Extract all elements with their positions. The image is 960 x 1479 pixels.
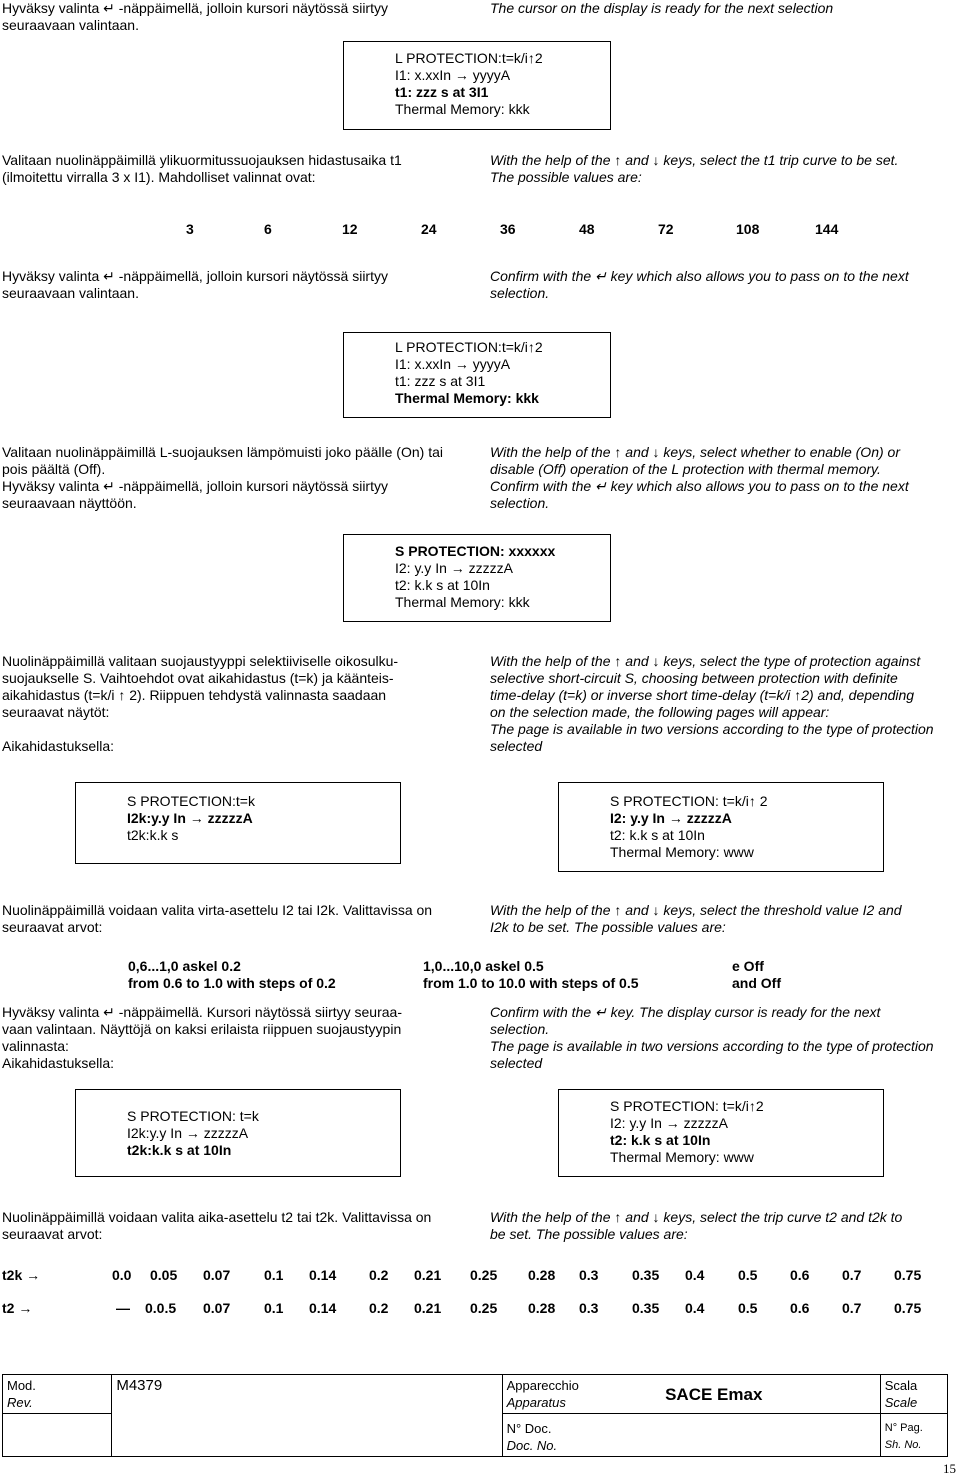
t2-value: 0.75 <box>894 1300 922 1316</box>
t2-value: 0.0.5 <box>145 1300 177 1316</box>
t2-value: 0.7 <box>842 1300 862 1316</box>
t2k-value: 0.0 <box>112 1267 132 1283</box>
footer-scale: Scala Scale <box>880 1375 947 1414</box>
t2-value: 0.25 <box>470 1300 498 1316</box>
t1-value: 36 <box>500 221 516 237</box>
instruction-fi-1: Hyväksy valinta ↵ -näppäimellä, jolloin kursori näytössä siirtyy seuraavaan valintaan. <box>2 0 388 33</box>
value-range-fi-2: 1,0...10,0 askel 0.5 <box>423 958 544 974</box>
instruction-en-1: The cursor on the display is ready for the next selection <box>490 0 834 16</box>
instruction-fi-7: Hyväksy valinta ↵ -näppäimellä. Kursori näytössä siirtyy seuraa- vaan valintaan. Näyttöjä on kaksi erilaista riippuen suojaustyypin valinnasta: Aikahidastuksella: <box>2 1004 402 1071</box>
instruction-en-7: Confirm with the ↵ key. The display cursor is ready for the next selection. The page is available in two versions according to the type of protection selected <box>490 1004 934 1071</box>
t2k-value: 0.75 <box>894 1267 922 1283</box>
t2k-value: 0.28 <box>528 1267 556 1283</box>
t1-value: 6 <box>264 221 272 237</box>
t2k-value: 0.05 <box>150 1267 178 1283</box>
t2-value: 0.1 <box>264 1300 284 1316</box>
instruction-fi-6: Nuolinäppäimillä voidaan valita virta-asettelu I2 tai I2k. Valittavissa on seuraavat arvot: <box>2 902 433 935</box>
t2-value: 0.21 <box>414 1300 442 1316</box>
t2k-value: 0.5 <box>738 1267 758 1283</box>
instruction-en-2: With the help of the ↑ and ↓ keys, select the t1 trip curve to be set. The possible values are: <box>490 152 899 185</box>
t2-value: 0.6 <box>790 1300 810 1316</box>
t1-value: 144 <box>815 221 839 237</box>
t2-value: 0.3 <box>579 1300 599 1316</box>
t2-values-row <box>0 1300 960 1317</box>
instruction-fi-8: Nuolinäppäimillä voidaan valita aika-asettelu t2 tai t2k. Valittavissa on seuraavat arvot: <box>2 1209 432 1242</box>
t2k-value: 0.7 <box>842 1267 862 1283</box>
t2k-value: 0.21 <box>414 1267 442 1283</box>
display-box-l-protection-2: L PROTECTION:t=k/i↑2 I1: x.xxIn → yyyyA t1: zzz s at 3I1 Thermal Memory: kkk <box>343 332 611 418</box>
value-off-fi: e Off <box>732 958 764 974</box>
page-number: 15 <box>943 1461 956 1476</box>
t2k-value: 0.25 <box>470 1267 498 1283</box>
t2-value: 0.07 <box>203 1300 231 1316</box>
footer-sheet-no: N° Pag. Sh. No. <box>880 1414 947 1457</box>
footer-product: SACE Emax <box>661 1375 880 1414</box>
t2-value: 0.14 <box>309 1300 337 1316</box>
t1-value: 24 <box>421 221 437 237</box>
t1-value: 108 <box>736 221 760 237</box>
display-box-s-protection-tk: S PROTECTION:t=k I2k:y.y In → zzzzzA t2k:k.k s <box>75 782 401 864</box>
t2k-value: 0.2 <box>369 1267 389 1283</box>
t2-value: — <box>116 1300 130 1316</box>
instruction-fi-5: Nuolinäppäimillä valitaan suojaustyyppi selektiiviselle oikosulku- suojaukselle S. Vaihtoehdot ovat aikahidastus (t=k) ja käänteis- aikahidastus (t=k/i ↑ 2). Riippuen tehdystä valinnasta saadaan seuraavat näytöt: Aikahidastuksella: <box>2 653 399 754</box>
t2k-values-row <box>0 1267 960 1284</box>
t2-value: 0.28 <box>528 1300 556 1316</box>
instruction-en-3: Confirm with the ↵ key which also allows you to pass on to the next selection. <box>490 268 909 301</box>
t1-value: 48 <box>579 221 595 237</box>
footer-title-block <box>2 1374 948 1457</box>
value-range-fi-1: 0,6...1,0 askel 0.2 <box>128 958 241 974</box>
t2-value: 0.4 <box>685 1300 705 1316</box>
display-box-s-protection: S PROTECTION: xxxxxx I2: y.y In → zzzzzA t2: k.k s at 10In Thermal Memory: kkk <box>343 534 611 622</box>
t2-value: 0.2 <box>369 1300 389 1316</box>
display-box-l-protection-1: L PROTECTION:t=k/i↑2 I1: x.xxIn → yyyyA t1: zzz s at 3I1 Thermal Memory: kkk <box>343 41 611 130</box>
t2-value: 0.35 <box>632 1300 660 1316</box>
t2-value: 0.5 <box>738 1300 758 1316</box>
instruction-en-5: With the help of the ↑ and ↓ keys, select the type of protection against selective short-circuit S, choosing between protection with definite time-delay (t=k) or inverse short time-delay (t=k/i ↑2) and, depending on the selection made, the following pages will appear: The page is available in two versions according to the type of protection selected <box>490 653 934 754</box>
footer-mod-rev: Mod. Rev. <box>3 1375 112 1414</box>
display-box-s-protection-tki: S PROTECTION: t=k/i↑ 2 I2: y.y In → zzzzzA t2: k.k s at 10In Thermal Memory: www <box>558 782 884 872</box>
t1-value: 72 <box>658 221 674 237</box>
t2k-value: 0.3 <box>579 1267 599 1283</box>
display-box-s-protection-tk-2: S PROTECTION: t=k I2k:y.y In → zzzzzA t2k:k.k s at 10In <box>75 1089 401 1177</box>
instruction-en-4: With the help of the ↑ and ↓ keys, select whether to enable (On) or disable (Off) operation of the L protection with thermal memory. Confirm with the ↵ key which also allows you to pass on to the next selection. <box>490 444 909 511</box>
value-range-en-2: from 1.0 to 10.0 with steps of 0.5 <box>423 975 639 991</box>
footer-doc-code: M4379 <box>112 1375 502 1457</box>
footer-empty-cell <box>3 1414 112 1457</box>
t2k-value: 0.1 <box>264 1267 284 1283</box>
instruction-fi-3: Hyväksy valinta ↵ -näppäimellä, jolloin kursori näytössä siirtyy seuraavaan valintaan. <box>2 268 388 301</box>
t2k-value: 0.6 <box>790 1267 810 1283</box>
t2k-value: 0.14 <box>309 1267 337 1283</box>
instruction-en-6: With the help of the ↑ and ↓ keys, select the threshold value I2 and I2k to be set. The possible values are: <box>490 902 902 935</box>
footer-doc-no: N° Doc. Doc. No. <box>502 1414 880 1457</box>
value-range-en-1: from 0.6 to 1.0 with steps of 0.2 <box>128 975 336 991</box>
t2-label: t2 → <box>2 1300 33 1316</box>
display-box-s-protection-tki-2: S PROTECTION: t=k/i↑2 I2: y.y In → zzzzzA t2: k.k s at 10In Thermal Memory: www <box>558 1089 884 1177</box>
instruction-en-8: With the help of the ↑ and ↓ keys, select the trip curve t2 and t2k to be set. The possible values are: <box>490 1209 903 1242</box>
t2k-label: t2k → <box>2 1267 41 1283</box>
t2k-value: 0.35 <box>632 1267 660 1283</box>
t2k-value: 0.4 <box>685 1267 705 1283</box>
value-off-en: and Off <box>732 975 781 991</box>
instruction-fi-2: Valitaan nuolinäppäimillä ylikuormitussuojauksen hidastusaika t1 (ilmoitettu virralla 3 x I1). Mahdolliset valinnat ovat: <box>2 152 402 185</box>
t2k-value: 0.07 <box>203 1267 231 1283</box>
t1-value: 3 <box>186 221 194 237</box>
instruction-fi-4: Valitaan nuolinäppäimillä L-suojauksen lämpömuisti joko päälle (On) tai pois päältä (Off). Hyväksy valinta ↵ -näppäimellä, jolloin kursori näytössä siirtyy seuraavaan näyttöön. <box>2 444 443 511</box>
footer-apparatus: Apparecchio Apparatus <box>502 1375 661 1414</box>
t1-value: 12 <box>342 221 358 237</box>
